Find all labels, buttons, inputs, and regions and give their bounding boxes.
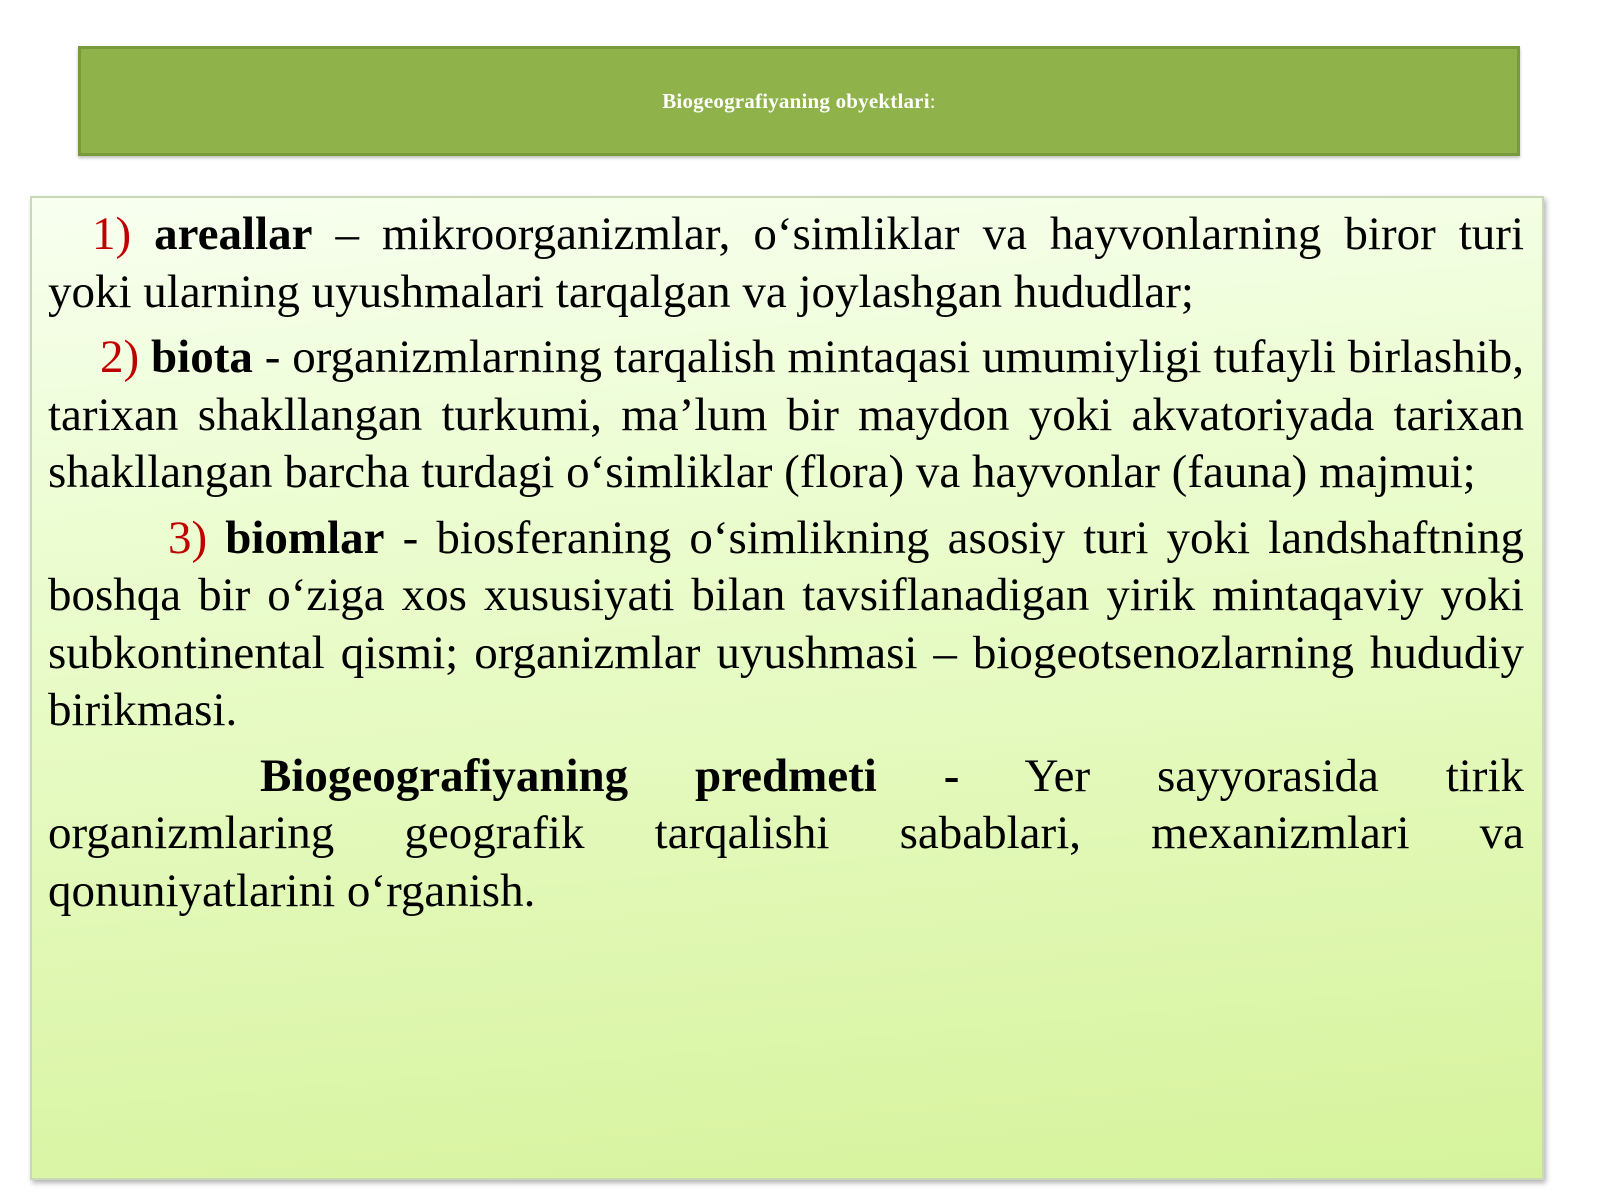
list-item-areallar (48, 206, 1524, 321)
subject-paragraph (48, 748, 1524, 921)
slide-title-colon: : (929, 88, 936, 113)
item-number: 3) (168, 511, 208, 564)
item-term: biota (151, 331, 253, 383)
item-definition: - organizmlarning tarqalish mintaqasi umumiyligi tufayli birlashib, tarixan shakllangan turkumi, ma’lum bir maydon yoki akvatoriyada tarixan shakllangan barcha turdagi o‘simliklar (flora) va hayvonlar (fauna) majmui; (48, 331, 1525, 498)
list-item-biota (48, 329, 1524, 502)
slide-title (662, 89, 936, 114)
subject-term: Biogeografiyaning predmeti (260, 749, 877, 802)
title-bar (78, 46, 1520, 156)
item-term: biomlar (225, 511, 385, 564)
item-number: 2) (100, 331, 140, 383)
subject-dash: - (943, 749, 960, 802)
content-box (30, 196, 1544, 1180)
item-definition: - biosferaning o‘simlikning asosiy turi yoki landshaftning boshqa bir o‘ziga xos xususiyati bilan tavsiflanadigan yirik mintaqaviy yoki subkontinental qismi; organizmlar uyushmasi – biogeotsenozlarning hududiy birikmasi. (48, 511, 1525, 736)
list-item-biomlar (48, 510, 1524, 740)
item-definition: – mikroorganizmlar, o‘simliklar va hayvonlarning biror turi yoki ularning uyushmalari tarqalgan va joylashgan hududlar; (48, 208, 1525, 318)
subject-definition: Yer sayyorasida tirik organizmlaring geografik tarqalishi sabablari, mexanizmlari va qonuniyatlarini o‘rganish. (48, 749, 1525, 917)
item-number: 1) (92, 208, 132, 260)
slide-title-text: Biogeografiyaning obyektlari (662, 88, 930, 113)
item-term: areallar (154, 208, 313, 260)
